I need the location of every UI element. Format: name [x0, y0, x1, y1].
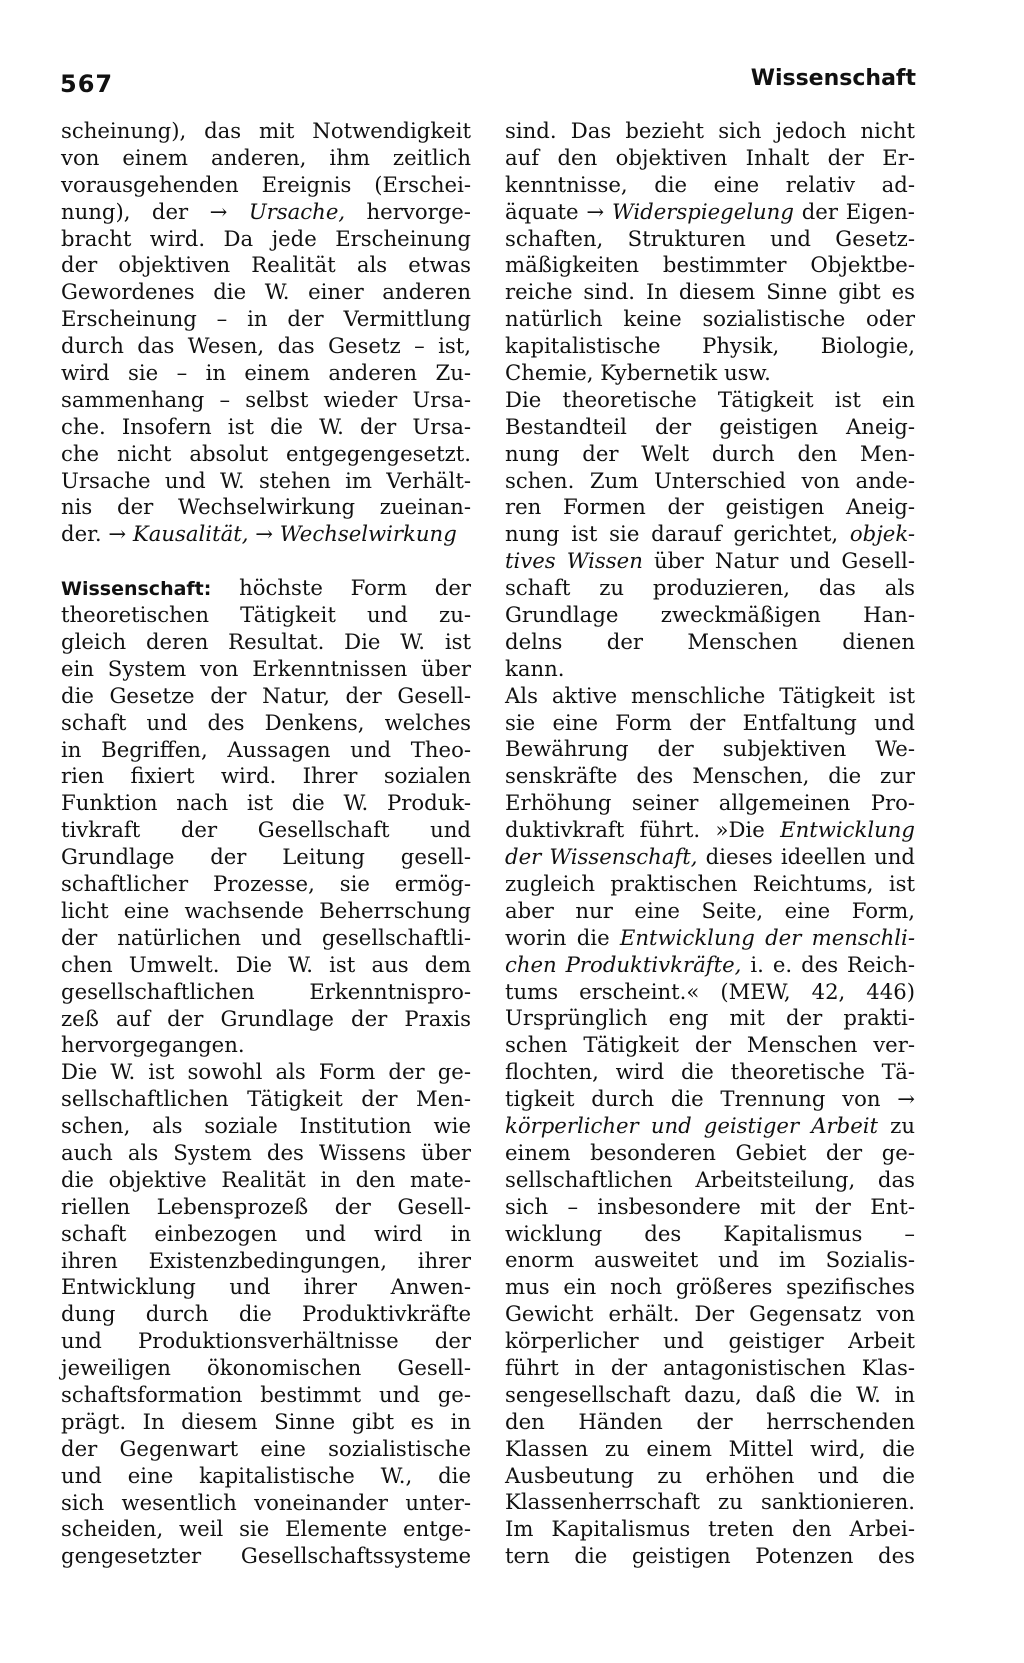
text-line: Ursache und W. stehen im Verhält- — [61, 467, 471, 493]
text-line: Im Kapitalismus treten den Arbei- — [505, 1516, 915, 1542]
text-segment: höchste Form der — [239, 575, 471, 601]
text-line: der natürlichen und gesellschaftli- — [61, 924, 471, 950]
text-line: Erscheinung – in der Vermittlung — [61, 306, 471, 332]
text-line: sellschaftlichen Arbeitsteilung, das — [505, 1166, 915, 1192]
text-line: ein System von Erkenntnissen über — [61, 655, 471, 681]
text-line: ihren Existenzbedingungen, ihrer — [61, 1247, 471, 1273]
text-line: und eine kapitalistische W., die — [61, 1462, 471, 1488]
text-line: auf den objektiven Inhalt der Er- — [505, 144, 915, 170]
text-line — [505, 548, 915, 575]
text-line: delns der Menschen dienen — [505, 628, 915, 654]
emphasis-text: Entwicklung — [780, 817, 915, 843]
text-segment: äquate — [505, 198, 579, 224]
text-line: Klassen zu einem Mittel wird, die — [505, 1435, 915, 1461]
text-line: durch das Wesen, das Gesetz – ist, — [61, 333, 471, 359]
text-line: den Händen der herrschenden — [505, 1408, 915, 1434]
text-segment: über Natur und Gesell- — [653, 548, 915, 574]
text-segment: duktivkraft führt. »Die — [505, 817, 765, 843]
text-line: Grundlage der Leitung gesell- — [61, 844, 471, 870]
cross-reference-link[interactable]: Ursache, — [248, 198, 346, 224]
text-line: sie eine Form der Entfaltung und — [505, 709, 915, 735]
running-head: Wissenschaft — [750, 66, 916, 91]
emphasis-text: objek- — [849, 521, 915, 547]
text-line: auch als System des Wissens über — [61, 1139, 471, 1165]
emphasis-text: der Wissenschaft, — [505, 844, 698, 870]
text-line: gleich deren Resultat. Die W. ist — [61, 629, 471, 655]
text-segment: zu — [890, 1112, 915, 1138]
cross-reference-link[interactable]: Kausalität, — [132, 521, 249, 547]
text-line: führt in der antagonistischen Klas- — [505, 1354, 915, 1380]
text-line: hervorgegangen. — [61, 1032, 245, 1058]
text-line: schen. Zum Unterschied von ande- — [505, 467, 915, 493]
text-line: tivkraft der Gesellschaft und — [61, 817, 471, 843]
cross-reference-link[interactable]: körperlicher und geistiger Arbeit — [505, 1112, 879, 1138]
text-line: jeweiligen ökonomischen Gesell- — [61, 1355, 471, 1381]
text-line: der Gegenwart eine sozialistische — [61, 1435, 471, 1461]
text-line: senskräfte des Menschen, die zur — [505, 763, 915, 789]
text-line: Gewordenes die W. einer anderen — [61, 279, 471, 305]
text-line: schen, als soziale Institution wie — [61, 1113, 471, 1139]
text-line: scheinung), das mit Notwendigkeit — [61, 118, 471, 143]
text-line: der objektiven Realität als etwas — [61, 252, 471, 278]
text-line: in Begriffen, Aussagen und Theo- — [61, 736, 471, 762]
text-line: licht eine wachsende Beherrschung — [61, 897, 471, 923]
text-line: schaft und des Denkens, welches — [61, 709, 471, 735]
cross-reference-link[interactable]: Widerspiegelung — [611, 198, 794, 224]
text-line: natürlich keine sozialistische oder — [505, 306, 915, 332]
text-segment: dieses ideellen und — [705, 844, 915, 870]
text-line: mäßigkeiten bestimmter Objektbe- — [505, 252, 915, 278]
text-line: flochten, wird die theoretische Tä- — [505, 1059, 915, 1085]
text-line: und Produktionsverhältnisse der — [61, 1328, 471, 1354]
text-segment: nung ist sie darauf gerichtet, — [505, 521, 839, 547]
text-line: nung der Welt durch den Men- — [505, 440, 915, 466]
text-line: riellen Lebensprozeß der Gesell- — [61, 1193, 471, 1219]
text-line: Bestandteil der geistigen Aneig- — [505, 413, 915, 439]
left-column — [61, 118, 471, 1570]
text-line: die Gesetze der Natur, der Gesell- — [61, 682, 471, 708]
text-line — [505, 952, 915, 979]
text-line: wicklung des Kapitalismus – — [505, 1220, 915, 1246]
text-line: kapitalistische Physik, Biologie, — [505, 333, 915, 359]
text-line: Chemie, Kybernetik usw. — [505, 360, 771, 386]
text-line: sich wesentlich voneinander unter- — [61, 1489, 471, 1515]
text-line — [61, 575, 471, 602]
text-segment: der. — [61, 521, 102, 547]
text-line: kenntnisse, die eine relativ ad- — [505, 171, 915, 197]
text-line: scheiden, weil sie Elemente entge- — [61, 1516, 471, 1542]
text-line — [505, 521, 915, 548]
text-line: tern die geistigen Potenzen des — [505, 1543, 915, 1569]
text-line: Als aktive menschliche Tätigkeit ist — [505, 682, 915, 708]
text-line: von einem anderen, ihm zeitlich — [61, 144, 471, 170]
text-segment: worin die — [505, 924, 610, 950]
text-line: schaft einbezogen und wird in — [61, 1220, 471, 1246]
text-line: einem besonderen Gebiet der ge- — [505, 1139, 915, 1165]
text-line: Ursprünglich eng mit der prakti- — [505, 1005, 915, 1031]
emphasis-text: Entwicklung der menschli- — [619, 924, 915, 950]
text-line: Die W. ist sowohl als Form der ge- — [61, 1059, 471, 1085]
arrow-icon: → — [897, 1086, 915, 1112]
text-line: Grundlage zweckmäßigen Han- — [505, 602, 915, 628]
text-line: Klassenherrschaft zu sanktionieren. — [505, 1489, 915, 1515]
arrow-icon: → — [586, 198, 605, 224]
text-line: sich – insbesondere mit der Ent- — [505, 1193, 915, 1219]
text-line: kann. — [505, 655, 565, 681]
text-line: schaftlicher Prozesse, sie ermög- — [61, 871, 471, 897]
text-line: Ausbeutung zu erhöhen und die — [505, 1462, 915, 1488]
text-line: sengesellschaft dazu, daß die W. in — [505, 1381, 915, 1407]
text-line: aber nur eine Seite, eine Form, — [505, 897, 915, 923]
emphasis-text: tives Wissen — [505, 548, 643, 574]
text-line: gesellschaftlichen Erkenntnispro- — [61, 978, 471, 1004]
text-line: sellschaftlichen Tätigkeit der Men- — [61, 1086, 471, 1112]
text-line: Gewicht erhält. Der Gegensatz von — [505, 1301, 915, 1327]
text-line — [505, 925, 915, 952]
text-line — [505, 1086, 915, 1113]
text-line: rien fixiert wird. Ihrer sozialen — [61, 763, 471, 789]
text-line: körperlicher und geistiger Arbeit — [505, 1328, 915, 1354]
arrow-icon: → — [255, 521, 273, 547]
text-line: Entwicklung und ihrer Anwen- — [61, 1274, 471, 1300]
entry-spacer — [61, 548, 471, 575]
text-line: tums erscheint.« (MEW, 42, 446) — [505, 978, 915, 1004]
text-line — [505, 844, 915, 871]
text-line: vorausgehenden Ereignis (Erschei- — [61, 171, 471, 197]
text-line: wird sie – in einem anderen Zu- — [61, 360, 471, 386]
text-line — [61, 199, 471, 226]
text-line — [61, 521, 471, 548]
text-line: nis der Wechselwirkung zueinan- — [61, 494, 471, 520]
text-line: che. Insofern ist die W. der Ursa- — [61, 413, 471, 439]
text-line: zeß auf der Grundlage der Praxis — [61, 1005, 471, 1031]
text-line: Erhöhung seiner allgemeinen Pro- — [505, 790, 915, 816]
text-line: schaft zu produzieren, das als — [505, 575, 915, 601]
text-line: dung durch die Produktivkräfte — [61, 1301, 471, 1327]
text-line: zugleich praktischen Reichtums, ist — [505, 870, 915, 896]
text-segment: der Eigen- — [801, 198, 915, 224]
text-line — [505, 817, 915, 844]
text-line: schaftsformation bestimmt und ge- — [61, 1381, 471, 1407]
text-line: che nicht absolut entgegengesetzt. — [61, 440, 471, 466]
emphasis-text: chen Produktivkräfte, — [505, 951, 742, 977]
text-line: Funktion nach ist die W. Produk- — [61, 790, 471, 816]
text-line — [505, 1113, 915, 1140]
page-number: 567 — [60, 70, 114, 98]
text-line: schaften, Strukturen und Gesetz- — [505, 225, 915, 251]
text-line: gengesetzter Gesellschaftssysteme — [61, 1543, 471, 1569]
text-line: enorm ausweitet und im Sozialis- — [505, 1247, 915, 1273]
text-segment: tigkeit durch die Trennung von — [505, 1086, 881, 1112]
text-line: sind. Das bezieht sich jedoch nicht — [505, 118, 915, 143]
text-line: prägt. In diesem Sinne gibt es in — [61, 1408, 471, 1434]
text-line: theoretischen Tätigkeit und zu- — [61, 602, 471, 628]
entry-lemma: Wissenschaft: — [61, 578, 212, 601]
text-segment: hervorge- — [366, 198, 471, 224]
cross-reference-link[interactable]: Wechselwirkung — [279, 521, 457, 547]
text-line: schen Tätigkeit der Menschen ver- — [505, 1032, 915, 1058]
right-column — [505, 118, 915, 1570]
text-line: reiche sind. In diesem Sinne gibt es — [505, 279, 915, 305]
text-line: sammenhang – selbst wieder Ursa- — [61, 386, 471, 412]
text-line: chen Umwelt. Die W. ist aus dem — [61, 951, 471, 977]
text-line: Die theoretische Tätigkeit ist ein — [505, 386, 915, 412]
text-segment: nung), der — [61, 198, 189, 224]
arrow-icon: → — [108, 521, 127, 547]
arrow-icon: → — [209, 198, 228, 224]
text-segment: i. e. des Reich- — [750, 951, 915, 977]
text-line: Bewährung der subjektiven We- — [505, 736, 915, 762]
text-line: mus ein noch größeres spezifisches — [505, 1274, 915, 1300]
text-line — [505, 199, 915, 226]
text-line: ren Formen der geistigen Aneig- — [505, 494, 915, 520]
text-line: bracht wird. Da jede Erscheinung — [61, 225, 471, 251]
text-line: die objektive Realität in den mate- — [61, 1166, 471, 1192]
